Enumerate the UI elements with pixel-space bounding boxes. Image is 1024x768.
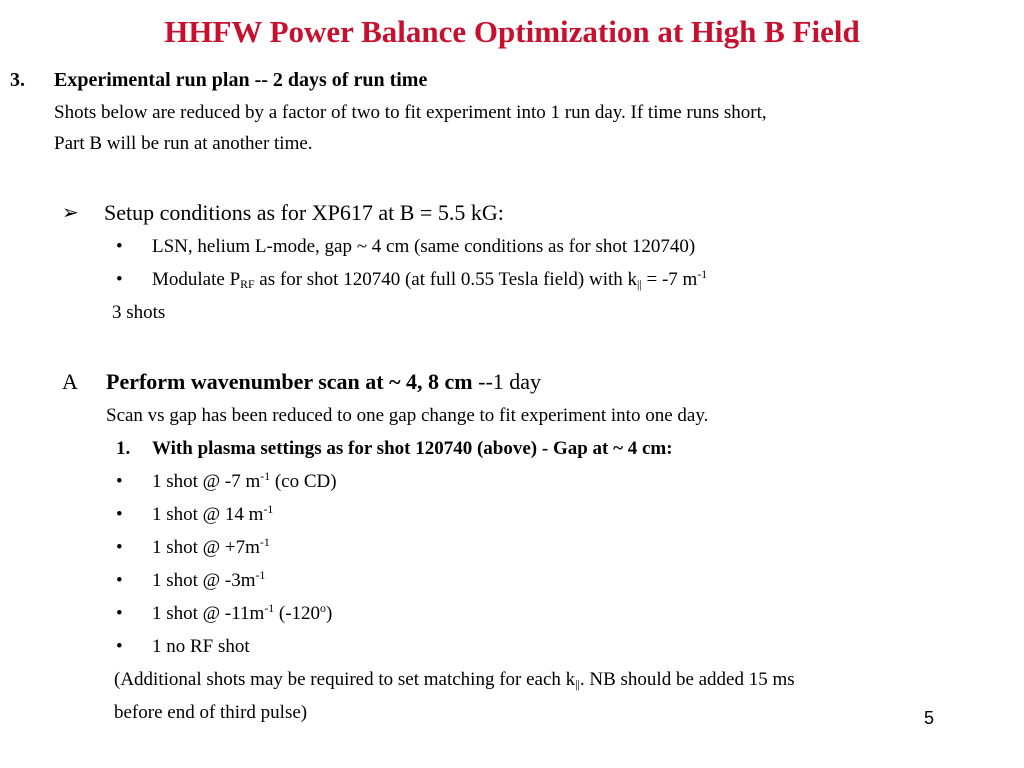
- bullet-icon: •: [116, 504, 123, 525]
- shot-item: 1 shot @ $+7m^{-1}$: [152, 535, 270, 558]
- section-note-line2: Part B will be run at another time.: [54, 133, 313, 154]
- setup-heading: Setup conditions as for XP617 at B = 5.5 kG:: [104, 200, 504, 225]
- section-heading: Experimental run plan -- 2 days of run time: [54, 69, 428, 91]
- step-number: 1.: [116, 438, 131, 459]
- setup-item-1: LSN, helium L-mode, gap ~ 4 cm (same conditions as for shot 120740): [152, 236, 696, 257]
- footer-note-line2: before end of third pulse): [114, 702, 308, 723]
- slide-title: HHFW Power Balance Optimization at High B Field: [164, 14, 860, 49]
- shot-item: 1 shot @ -7 $m^{-1}$ (co CD): [152, 469, 337, 492]
- shot-item: 1 shot @ 14 $m^{-1}$: [152, 502, 274, 525]
- shot-item: 1 shot @ $-11m^{-1}$ (-120$^o$): [152, 601, 333, 624]
- bullet-icon: •: [116, 636, 123, 657]
- bullet-icon: •: [116, 537, 123, 558]
- footer-note-line1: (Additional shots may be required to set matching for each $k_{||}$. NB should be added 15 ms: [114, 669, 795, 691]
- part-note: Scan vs gap has been reduced to one gap change to fit experiment into one day.: [106, 405, 709, 426]
- bullet-icon: •: [116, 570, 123, 591]
- bullet-icon: •: [116, 236, 123, 257]
- step-text: With plasma settings as for shot 120740 (above) - Gap at ~ 4 cm:: [152, 438, 673, 459]
- part-heading: Perform wavenumber scan at ~ 4, 8 cm --1 day: [106, 369, 542, 394]
- page-number: 5: [924, 708, 935, 728]
- arrow-bullet-icon: ➢: [62, 202, 79, 224]
- shot-item: 1 no RF shot: [152, 636, 250, 657]
- setup-item-2: Modulate $P_{RF}$ as for shot 120740 (at full 0.55 Tesla field) with $k_{||} = -7$ $m^{-1}$: [152, 267, 708, 291]
- section-number: 3.: [10, 69, 25, 91]
- part-letter: A: [62, 369, 78, 394]
- bullet-icon: •: [116, 603, 123, 624]
- bullet-icon: •: [116, 471, 123, 492]
- setup-shots-count: 3 shots: [112, 302, 166, 323]
- section-note-line1: Shots below are reduced by a factor of two to fit experiment into 1 run day. If time runs short,: [54, 102, 767, 123]
- shot-item: 1 shot @ $-3m^{-1}$: [152, 568, 266, 591]
- bullet-icon: •: [116, 269, 123, 290]
